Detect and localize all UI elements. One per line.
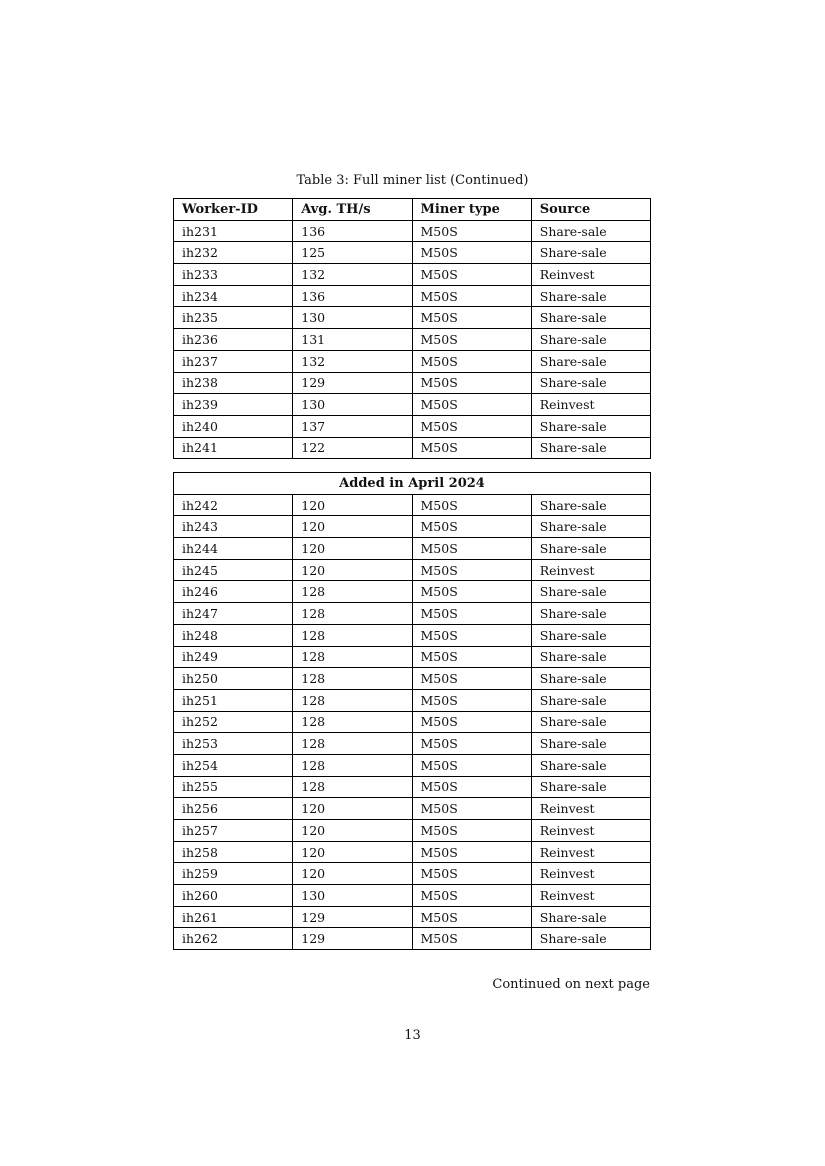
table-row — [174, 559, 651, 581]
cell-avg-ths: 131 — [293, 329, 412, 351]
table-row — [174, 885, 651, 907]
cell-miner-type: M50S — [412, 754, 531, 776]
cell-worker-id: ih231 — [174, 220, 293, 242]
cell-miner-type: M50S — [412, 863, 531, 885]
table-row — [174, 307, 651, 329]
cell-source: Share-sale — [531, 733, 650, 755]
header-avg-ths: Avg. TH/s — [293, 199, 412, 221]
cell-source: Share-sale — [531, 415, 650, 437]
cell-avg-ths: 128 — [293, 776, 412, 798]
table-row — [174, 689, 651, 711]
cell-miner-type: M50S — [412, 437, 531, 459]
cell-worker-id: ih260 — [174, 885, 293, 907]
table-row — [174, 242, 651, 264]
cell-source: Share-sale — [531, 285, 650, 307]
header-source: Source — [531, 199, 650, 221]
cell-worker-id: ih250 — [174, 668, 293, 690]
cell-miner-type: M50S — [412, 928, 531, 950]
cell-miner-type: M50S — [412, 885, 531, 907]
header-worker-id: Worker-ID — [174, 199, 293, 221]
cell-avg-ths: 128 — [293, 733, 412, 755]
cell-worker-id: ih243 — [174, 516, 293, 538]
cell-avg-ths: 128 — [293, 668, 412, 690]
cell-worker-id: ih241 — [174, 437, 293, 459]
cell-avg-ths: 132 — [293, 264, 412, 286]
cell-miner-type: M50S — [412, 733, 531, 755]
table-row — [174, 329, 651, 351]
cell-miner-type: M50S — [412, 820, 531, 842]
cell-source: Share-sale — [531, 906, 650, 928]
cell-miner-type: M50S — [412, 668, 531, 690]
table-body-bottom — [174, 473, 651, 950]
cell-source: Share-sale — [531, 668, 650, 690]
table-row — [174, 220, 651, 242]
cell-miner-type: M50S — [412, 242, 531, 264]
cell-source: Share-sale — [531, 689, 650, 711]
cell-miner-type: M50S — [412, 394, 531, 416]
cell-worker-id: ih246 — [174, 581, 293, 603]
cell-source: Reinvest — [531, 559, 650, 581]
miner-table-top — [173, 198, 650, 459]
cell-source: Share-sale — [531, 350, 650, 372]
cell-avg-ths: 130 — [293, 394, 412, 416]
cell-source: Reinvest — [531, 841, 650, 863]
cell-avg-ths: 120 — [293, 559, 412, 581]
cell-worker-id: ih233 — [174, 264, 293, 286]
page-number: 13 — [404, 1028, 421, 1043]
cell-avg-ths: 128 — [293, 646, 412, 668]
table-row — [174, 668, 651, 690]
cell-worker-id: ih251 — [174, 689, 293, 711]
cell-avg-ths: 129 — [293, 372, 412, 394]
cell-miner-type: M50S — [412, 494, 531, 516]
cell-source: Share-sale — [531, 437, 650, 459]
cell-avg-ths: 136 — [293, 220, 412, 242]
cell-worker-id: ih248 — [174, 624, 293, 646]
cell-avg-ths: 128 — [293, 689, 412, 711]
cell-avg-ths: 128 — [293, 581, 412, 603]
table-row — [174, 711, 651, 733]
table-row — [174, 928, 651, 950]
cell-avg-ths: 129 — [293, 928, 412, 950]
table-header-row — [174, 199, 651, 221]
table-row — [174, 516, 651, 538]
cell-miner-type: M50S — [412, 372, 531, 394]
cell-source: Reinvest — [531, 885, 650, 907]
cell-avg-ths: 120 — [293, 798, 412, 820]
table-row — [174, 581, 651, 603]
cell-miner-type: M50S — [412, 264, 531, 286]
cell-source: Share-sale — [531, 372, 650, 394]
cell-source: Share-sale — [531, 928, 650, 950]
table-row — [174, 603, 651, 625]
table-row — [174, 415, 651, 437]
table-row — [174, 624, 651, 646]
cell-source: Share-sale — [531, 603, 650, 625]
cell-source: Share-sale — [531, 581, 650, 603]
continued-note: Continued on next page — [492, 977, 650, 992]
cell-worker-id: ih257 — [174, 820, 293, 842]
cell-worker-id: ih239 — [174, 394, 293, 416]
cell-worker-id: ih234 — [174, 285, 293, 307]
cell-source: Reinvest — [531, 798, 650, 820]
table-row — [174, 372, 651, 394]
table-row — [174, 754, 651, 776]
cell-miner-type: M50S — [412, 906, 531, 928]
cell-worker-id: ih252 — [174, 711, 293, 733]
cell-worker-id: ih247 — [174, 603, 293, 625]
cell-source: Share-sale — [531, 776, 650, 798]
table-row — [174, 733, 651, 755]
cell-avg-ths: 130 — [293, 885, 412, 907]
table-row — [174, 350, 651, 372]
table-row — [174, 906, 651, 928]
table-row — [174, 494, 651, 516]
cell-worker-id: ih245 — [174, 559, 293, 581]
table-row — [174, 285, 651, 307]
cell-avg-ths: 128 — [293, 624, 412, 646]
table-row — [174, 841, 651, 863]
cell-worker-id: ih254 — [174, 754, 293, 776]
cell-worker-id: ih249 — [174, 646, 293, 668]
cell-worker-id: ih258 — [174, 841, 293, 863]
table-row — [174, 437, 651, 459]
cell-worker-id: ih262 — [174, 928, 293, 950]
cell-miner-type: M50S — [412, 538, 531, 560]
cell-source: Share-sale — [531, 329, 650, 351]
cell-source: Reinvest — [531, 394, 650, 416]
table-row — [174, 394, 651, 416]
cell-miner-type: M50S — [412, 711, 531, 733]
cell-miner-type: M50S — [412, 646, 531, 668]
cell-source: Share-sale — [531, 307, 650, 329]
cell-miner-type: M50S — [412, 329, 531, 351]
cell-avg-ths: 120 — [293, 863, 412, 885]
cell-miner-type: M50S — [412, 516, 531, 538]
cell-source: Share-sale — [531, 494, 650, 516]
cell-source: Share-sale — [531, 711, 650, 733]
cell-avg-ths: 125 — [293, 242, 412, 264]
table-row — [174, 776, 651, 798]
cell-source: Share-sale — [531, 754, 650, 776]
cell-worker-id: ih259 — [174, 863, 293, 885]
table-row — [174, 863, 651, 885]
cell-source: Reinvest — [531, 820, 650, 842]
cell-worker-id: ih236 — [174, 329, 293, 351]
table-caption: Table 3: Full miner list (Continued) — [296, 173, 529, 188]
cell-avg-ths: 136 — [293, 285, 412, 307]
cell-miner-type: M50S — [412, 415, 531, 437]
cell-avg-ths: 130 — [293, 307, 412, 329]
cell-source: Share-sale — [531, 242, 650, 264]
miner-table-april-2024 — [173, 472, 650, 950]
cell-worker-id: ih237 — [174, 350, 293, 372]
cell-miner-type: M50S — [412, 307, 531, 329]
cell-miner-type: M50S — [412, 776, 531, 798]
table-row — [174, 820, 651, 842]
cell-source: Share-sale — [531, 538, 650, 560]
cell-source: Share-sale — [531, 646, 650, 668]
cell-miner-type: M50S — [412, 603, 531, 625]
cell-avg-ths: 129 — [293, 906, 412, 928]
cell-source: Share-sale — [531, 624, 650, 646]
section-row — [174, 473, 651, 495]
cell-miner-type: M50S — [412, 798, 531, 820]
cell-avg-ths: 137 — [293, 415, 412, 437]
cell-worker-id: ih253 — [174, 733, 293, 755]
cell-miner-type: M50S — [412, 559, 531, 581]
cell-avg-ths: 128 — [293, 711, 412, 733]
cell-worker-id: ih261 — [174, 906, 293, 928]
cell-worker-id: ih256 — [174, 798, 293, 820]
cell-worker-id: ih255 — [174, 776, 293, 798]
cell-miner-type: M50S — [412, 624, 531, 646]
cell-worker-id: ih242 — [174, 494, 293, 516]
cell-avg-ths: 120 — [293, 820, 412, 842]
table-row — [174, 798, 651, 820]
cell-source: Reinvest — [531, 863, 650, 885]
cell-worker-id: ih244 — [174, 538, 293, 560]
cell-avg-ths: 120 — [293, 494, 412, 516]
table-row — [174, 646, 651, 668]
table-body-top — [174, 220, 651, 459]
cell-worker-id: ih232 — [174, 242, 293, 264]
cell-avg-ths: 120 — [293, 538, 412, 560]
cell-avg-ths: 128 — [293, 754, 412, 776]
table-row — [174, 264, 651, 286]
cell-worker-id: ih238 — [174, 372, 293, 394]
cell-source: Reinvest — [531, 264, 650, 286]
cell-avg-ths: 122 — [293, 437, 412, 459]
cell-source: Share-sale — [531, 220, 650, 242]
cell-miner-type: M50S — [412, 581, 531, 603]
cell-miner-type: M50S — [412, 350, 531, 372]
cell-miner-type: M50S — [412, 689, 531, 711]
cell-miner-type: M50S — [412, 285, 531, 307]
cell-worker-id: ih235 — [174, 307, 293, 329]
header-miner-type: Miner type — [412, 199, 531, 221]
cell-miner-type: M50S — [412, 220, 531, 242]
cell-avg-ths: 132 — [293, 350, 412, 372]
cell-avg-ths: 120 — [293, 841, 412, 863]
cell-worker-id: ih240 — [174, 415, 293, 437]
cell-avg-ths: 128 — [293, 603, 412, 625]
cell-miner-type: M50S — [412, 841, 531, 863]
cell-source: Share-sale — [531, 516, 650, 538]
section-label: Added in April 2024 — [174, 473, 651, 495]
table-row — [174, 538, 651, 560]
cell-avg-ths: 120 — [293, 516, 412, 538]
